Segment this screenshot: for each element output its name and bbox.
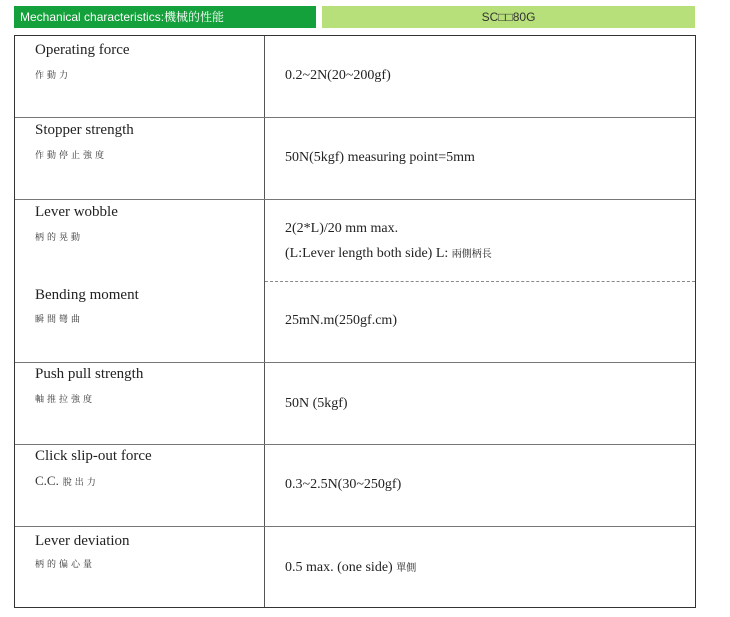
model-name: SC□□80G xyxy=(322,6,695,28)
row-divider xyxy=(15,199,695,200)
lever-deviation-value xyxy=(285,559,416,576)
bending-moment-value: 25mN.m(250gf.cm) xyxy=(285,313,397,328)
row-divider xyxy=(15,444,695,445)
section-title: Mechanical characteristics:機械的性能 xyxy=(14,6,316,28)
lever-deviation-label: Lever deviation xyxy=(35,533,130,549)
row-divider xyxy=(15,362,695,363)
stopper-strength-label: Stopper strength xyxy=(35,122,134,138)
column-divider xyxy=(264,36,265,607)
bending-moment-label: Bending moment xyxy=(35,287,139,303)
click-slip-out-force-label-jp xyxy=(35,473,99,489)
push-pull-strength-label-jp: 軸推拉強度 xyxy=(35,395,96,405)
slip-out-force-jp: 脫出力 xyxy=(62,478,99,488)
cc-prefix: C.C. xyxy=(35,473,59,488)
stopper-strength-label-jp: 作動停止強度 xyxy=(35,151,108,161)
push-pull-strength-value: 50N (5kgf) xyxy=(285,396,348,411)
lever-deviation-label-jp: 柄的偏心量 xyxy=(35,560,96,570)
click-slip-out-force-value: 0.3~2.5N(30~250gf) xyxy=(285,477,402,492)
operating-force-label: Operating force xyxy=(35,42,130,58)
lever-wobble-label: Lever wobble xyxy=(35,204,118,220)
operating-force-label-jp: 作動力 xyxy=(35,71,72,81)
lever-deviation-value-text: 0.5 max. (one side) xyxy=(285,560,393,575)
push-pull-strength-label: Push pull strength xyxy=(35,366,144,382)
lever-wobble-value-line2-jp: 兩側柄長 xyxy=(451,249,492,260)
click-slip-out-force-label: Click slip-out force xyxy=(35,448,152,464)
lever-wobble-value-line2-text: (L:Lever length both side) L: xyxy=(285,246,449,261)
dotted-divider xyxy=(265,281,695,282)
lever-wobble-value-line1: 2(2*L)/20 mm max. xyxy=(285,221,399,236)
row-divider xyxy=(15,117,695,118)
spec-table xyxy=(14,35,696,608)
bending-moment-label-jp: 瞬間彎曲 xyxy=(35,315,84,325)
operating-force-value: 0.2~2N(20~200gf) xyxy=(285,68,391,83)
lever-deviation-value-jp: 單側 xyxy=(396,563,417,574)
stopper-strength-value: 50N(5kgf) measuring point=5mm xyxy=(285,150,475,165)
row-divider xyxy=(15,526,695,527)
lever-wobble-value-line2 xyxy=(285,245,492,262)
lever-wobble-label-jp: 柄的晃動 xyxy=(35,233,84,243)
